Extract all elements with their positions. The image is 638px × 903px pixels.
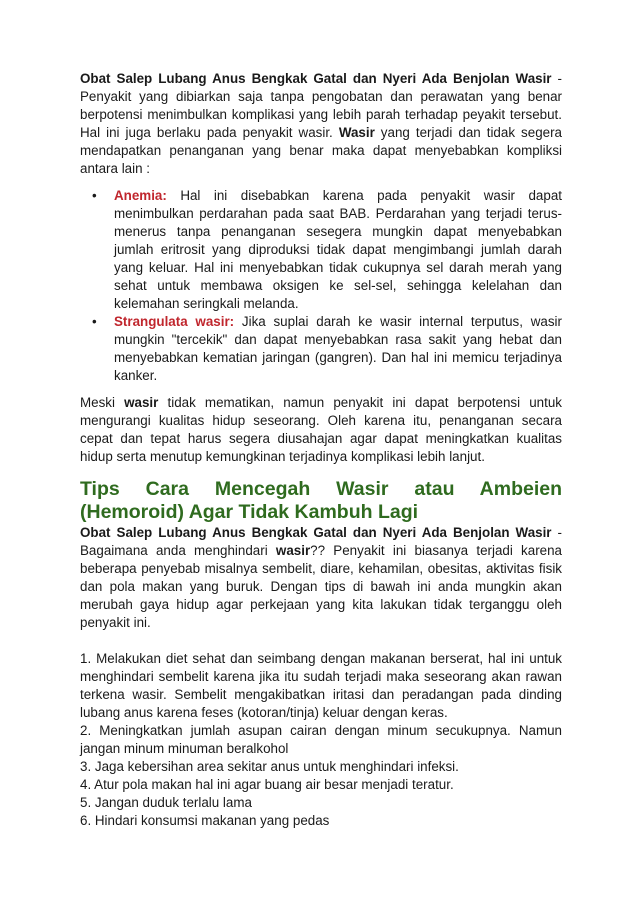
document-page xyxy=(80,70,562,830)
intro-keyword: Wasir xyxy=(338,125,375,140)
summary-paragraph xyxy=(80,394,562,466)
section-heading: Tips Cara Mencegah Wasir atau Ambeien (Hemoroid) Agar Tidak Kambuh Lagi xyxy=(80,478,562,523)
tips-intro-paragraph xyxy=(80,524,562,632)
bullet-icon: • xyxy=(92,314,97,329)
list-item-term: Strangulata wasir: xyxy=(114,314,235,329)
tip-item: 2. Meningkatkan jumlah asupan cairan dengan minum secukupnya. Namun jangan minum minuman beralkohol xyxy=(80,723,562,756)
spacer xyxy=(80,632,562,650)
intro-paragraph xyxy=(80,70,562,178)
summary-text: tidak mematikan, namun penyakit ini dapat berpotensi untuk mengurangi kualitas hidup seseorang. Oleh karena itu, penanganan secara cepat dan tepat harus segera diusahajan agar dapat meningkatkan kualitas hidup serta menutup kemungkinan terjadinya komplikasi lebih lanjut. xyxy=(80,395,562,464)
tip-item: 4. Atur pola makan hal ini agar buang air besar menjadi teratur. xyxy=(80,777,454,792)
tips-intro-text: - Bagaimana anda menghindari xyxy=(80,525,562,558)
tips-intro-keyword: wasir xyxy=(275,543,311,558)
tip-item: 1. Melakukan diet sehat dan seimbang dengan makanan berserat, hal ini untuk menghindari sembelit karena jika itu sudah terjadi maka seseorang akan rawan terkena wasir. Sembelit mengakibatkan iritasi dan peradangan pada dinding lubang anus karena feses (kotoran/tinja) keluar dengan keras. xyxy=(80,651,562,720)
list-item-term: Anemia: xyxy=(114,188,167,203)
list-item xyxy=(92,187,562,313)
summary-prefix: Meski xyxy=(80,395,125,410)
bullet-icon: • xyxy=(92,188,97,203)
complication-list xyxy=(80,187,562,385)
tips-intro-text-cont: ?? Penyakit ini biasanya terjadi karena beberapa penyebab misalnya sembelit, diare, kehamilan, obesitas, aktivitas fisik dan pola makan yang buruk. Dengan tips di bawah ini anda mungkin akan merubah gaya hidup agar perkejaan yang kita lakukan tidak terganggu oleh penyakit ini. xyxy=(80,543,562,630)
list-item-text: Jika suplai darah ke wasir internal terputus, wasir mungkin "tercekik" dan dapat menyebabkan rasa sakit yang hebat dan menyebabkan kematian jaringan (gangren). Dan hal ini memicu terjadinya kanker. xyxy=(114,314,562,383)
intro-title: Obat Salep Lubang Anus Bengkak Gatal dan Nyeri Ada Benjolan Wasir xyxy=(80,71,552,86)
list-item-text: Hal ini disebabkan karena pada penyakit wasir dapat menimbulkan perdarahan pada saat BAB. Perdarahan yang terjadi terus-menerus tanpa penanganan sesegera mungkin dapat menyebabkan jumlah eritrosit yang diproduksi tidak dapat mengimbangi jumlah darah yang keluar. Hal ini menyebabkan tidak cukupnya sel darah merah yang sehat untuk membawa oksigen ke sel-sel, sehingga kelelahan dan kelemahan seringkali melanda. xyxy=(114,188,562,311)
tips-intro-title: Obat Salep Lubang Anus Bengkak Gatal dan Nyeri Ada Benjolan Wasir xyxy=(80,525,552,540)
summary-keyword: wasir xyxy=(124,395,159,410)
tip-item: 3. Jaga kebersihan area sekitar anus untuk menghindari infeksi. xyxy=(80,759,459,774)
intro-text-cont: yang terjadi dan tidak segera mendapatkan penanganan yang benar maka dapat menyebabkan kompliksi antara lain : xyxy=(80,125,562,176)
intro-text: - Penyakit yang dibiarkan saja tanpa pengobatan dan perawatan yang benar berpotensi menimbulkan komplikasi yang lebih parah terhadap peyakit tersebut. Hal ini juga berlaku pada penyakit wasir. xyxy=(80,71,562,140)
list-item xyxy=(92,313,562,385)
tip-item: 6. Hindari konsumsi makanan yang pedas xyxy=(80,813,330,828)
tip-item: 5. Jangan duduk terlalu lama xyxy=(80,795,252,810)
